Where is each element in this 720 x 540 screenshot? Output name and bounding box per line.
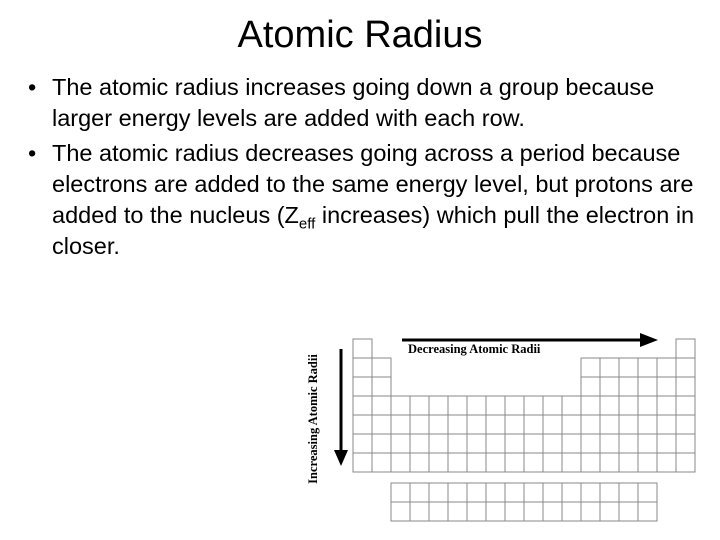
element-cell (353, 434, 372, 453)
element-cell (581, 396, 600, 415)
f-block-cell (410, 502, 429, 521)
element-cell (562, 434, 581, 453)
f-block-cell (486, 502, 505, 521)
f-block-cell (448, 483, 467, 502)
element-cell (467, 453, 486, 472)
element-cell (448, 434, 467, 453)
element-cell (657, 377, 676, 396)
element-cell (372, 358, 391, 377)
element-cell (619, 396, 638, 415)
element-cell (619, 453, 638, 472)
f-block-cell (581, 483, 600, 502)
f-block-cell (600, 502, 619, 521)
bullet-item-period-trend (26, 138, 706, 262)
f-block-cell (448, 502, 467, 521)
element-cell (562, 415, 581, 434)
element-cell (486, 415, 505, 434)
element-cell (505, 453, 524, 472)
periodic-table-grid (353, 339, 695, 521)
f-block-cell (467, 483, 486, 502)
element-cell (638, 358, 657, 377)
element-cell (467, 396, 486, 415)
f-block-cell (619, 483, 638, 502)
f-block-cell (391, 502, 410, 521)
element-cell (448, 415, 467, 434)
slide-title: Atomic Radius (237, 14, 483, 56)
element-cell (543, 396, 562, 415)
f-block-cell (467, 502, 486, 521)
element-cell (657, 415, 676, 434)
element-cell (391, 453, 410, 472)
f-block-cell (429, 483, 448, 502)
bullet-icon: • (28, 74, 37, 100)
element-cell (353, 339, 372, 358)
f-block-cell (581, 502, 600, 521)
element-cell (448, 453, 467, 472)
element-cell (600, 434, 619, 453)
element-cell (353, 453, 372, 472)
bullet-text-part-1: The atomic radius decreases going across a period because electrons are added to the same energy level, but protons are added to the nucleus (Z (52, 140, 694, 228)
element-cell (505, 396, 524, 415)
element-cell (619, 377, 638, 396)
element-cell (581, 377, 600, 396)
f-block-cell (543, 483, 562, 502)
element-cell (524, 453, 543, 472)
element-cell (353, 377, 372, 396)
element-cell (429, 453, 448, 472)
f-block-cell (505, 502, 524, 521)
element-cell (524, 415, 543, 434)
element-cell (543, 434, 562, 453)
element-cell (676, 358, 695, 377)
f-block-cell (638, 502, 657, 521)
f-block-cell (638, 483, 657, 502)
element-cell (657, 434, 676, 453)
element-cell (562, 396, 581, 415)
element-cell (353, 415, 372, 434)
element-cell (448, 396, 467, 415)
element-cell (581, 453, 600, 472)
element-cell (505, 434, 524, 453)
bullet-text-part-2: increases) which pull the electron in closer. (52, 202, 695, 259)
f-block-cell (391, 483, 410, 502)
element-cell (676, 434, 695, 453)
element-cell (505, 415, 524, 434)
element-cell (638, 415, 657, 434)
f-block-cell (562, 502, 581, 521)
f-block-cell (524, 483, 543, 502)
element-cell (410, 434, 429, 453)
element-cell (619, 415, 638, 434)
element-cell (372, 415, 391, 434)
element-cell (391, 434, 410, 453)
arrow-down-icon (334, 349, 348, 466)
element-cell (486, 434, 505, 453)
element-cell (619, 358, 638, 377)
element-cell (467, 415, 486, 434)
element-cell (638, 453, 657, 472)
f-block-cell (524, 502, 543, 521)
f-block-cell (562, 483, 581, 502)
element-cell (524, 396, 543, 415)
element-cell (600, 377, 619, 396)
element-cell (467, 434, 486, 453)
f-block-cell (543, 502, 562, 521)
element-cell (638, 377, 657, 396)
element-cell (581, 358, 600, 377)
element-cell (619, 434, 638, 453)
periodic-table-figure (300, 320, 710, 525)
element-cell (676, 415, 695, 434)
element-cell (638, 396, 657, 415)
f-block-cell (486, 483, 505, 502)
element-cell (657, 358, 676, 377)
horizontal-axis-label: Decreasing Atomic Radii (408, 342, 541, 356)
element-cell (353, 358, 372, 377)
element-cell (600, 396, 619, 415)
bullet-text: The atomic radius increases going down a group because larger energy levels are added with each row. (52, 74, 655, 131)
vertical-axis-label: Increasing Atomic Radii (306, 354, 320, 484)
element-cell (486, 396, 505, 415)
element-cell (581, 415, 600, 434)
element-cell (353, 396, 372, 415)
element-cell (429, 396, 448, 415)
bullet-item-group-trend (26, 72, 706, 134)
element-cell (429, 415, 448, 434)
element-cell (657, 396, 676, 415)
element-cell (676, 453, 695, 472)
element-cell (657, 453, 676, 472)
element-cell (486, 453, 505, 472)
f-block-cell (429, 502, 448, 521)
element-cell (391, 396, 410, 415)
element-cell (524, 434, 543, 453)
element-cell (372, 434, 391, 453)
element-cell (543, 415, 562, 434)
f-block-cell (619, 502, 638, 521)
element-cell (372, 377, 391, 396)
element-cell (543, 453, 562, 472)
element-cell (372, 396, 391, 415)
element-cell (676, 377, 695, 396)
bullet-list (26, 72, 706, 266)
f-block-cell (410, 483, 429, 502)
bullet-icon: • (28, 140, 37, 166)
element-cell (562, 453, 581, 472)
element-cell (372, 453, 391, 472)
element-cell (391, 415, 410, 434)
f-block-cell (600, 483, 619, 502)
element-cell (581, 434, 600, 453)
element-cell (410, 396, 429, 415)
f-block-cell (505, 483, 524, 502)
element-cell (676, 396, 695, 415)
element-cell (638, 434, 657, 453)
zeff-subscript: eff (298, 215, 316, 233)
element-cell (600, 453, 619, 472)
element-cell (600, 358, 619, 377)
element-cell (600, 415, 619, 434)
element-cell (410, 415, 429, 434)
element-cell (410, 453, 429, 472)
element-cell (676, 339, 695, 358)
element-cell (429, 434, 448, 453)
